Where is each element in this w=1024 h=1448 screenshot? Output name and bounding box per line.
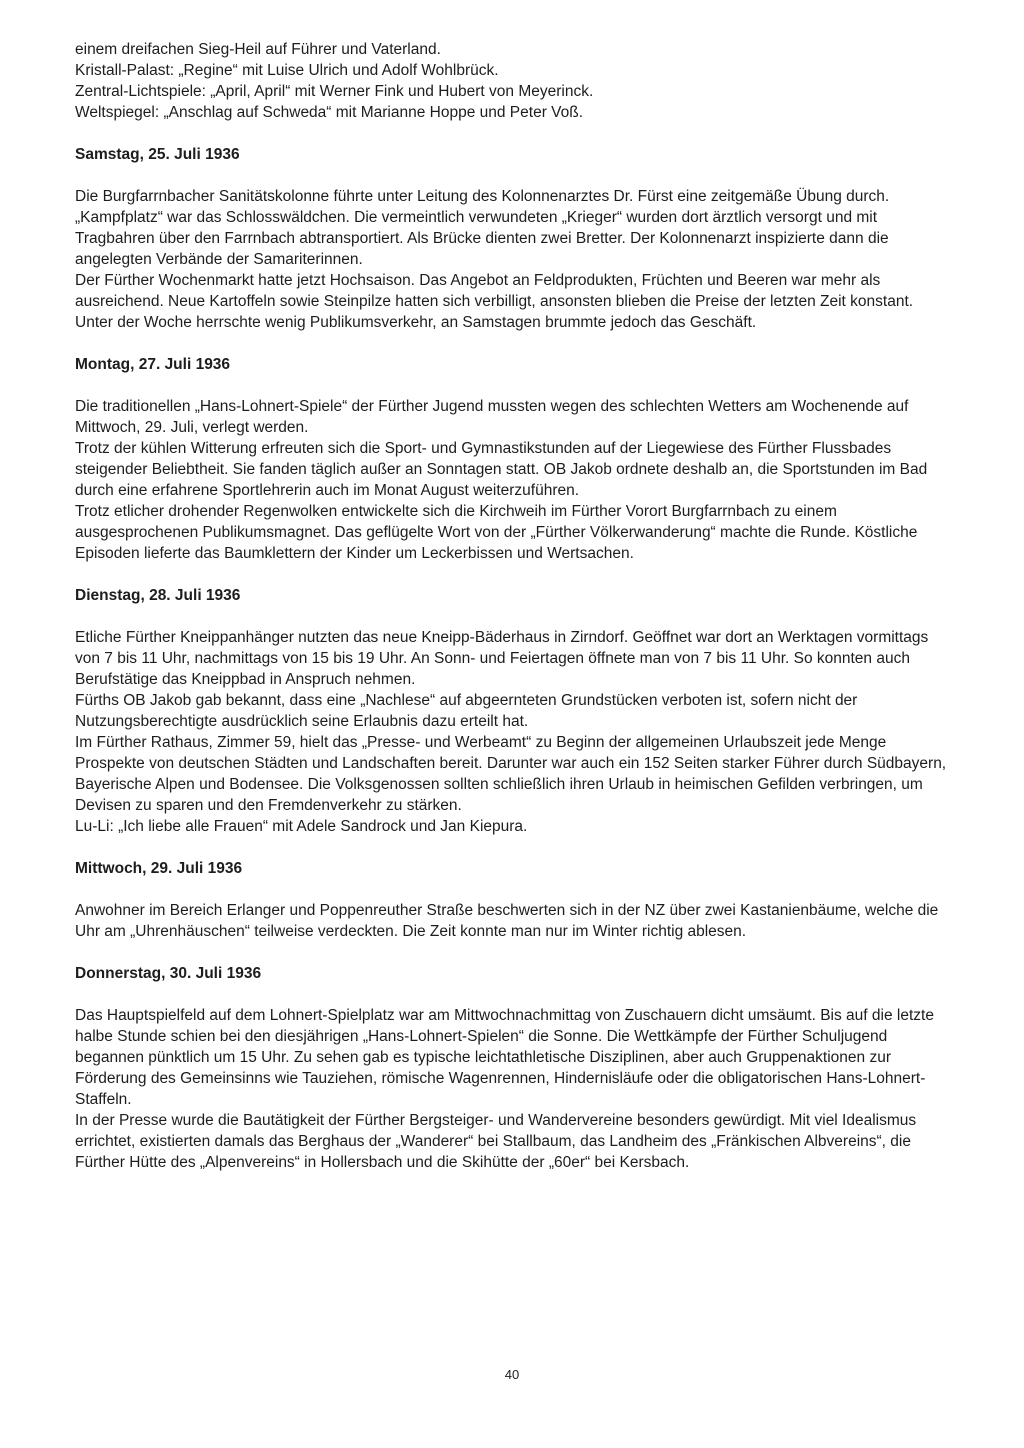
diary-section-montag-27-juli	[75, 354, 953, 564]
section-heading: Dienstag, 28. Juli 1936	[75, 587, 241, 604]
section-heading: Montag, 27. Juli 1936	[75, 356, 231, 373]
paragraph: Das Hauptspielfeld auf dem Lohnert-Spielplatz war am Mittwochnachmittag von Zuschauern dicht umsäumt. Bis auf die letzte halbe Stunde schien bei den diesjährigen „Hans-Lohnert-Spielen“ die Sonne. Die Wettkämpfe der Fürther Schuljugend begannen pünktlich um 15 Uhr. Zu sehen gab es typische leichtathletische Disziplinen, aber auch Gruppenaktionen zur Förderung des Gemeinsinns wie Tauziehen, römische Wagenrennen, Hindernisläufe oder die obligatorischen Hans-Lohnert-Staffeln.	[75, 1007, 934, 1108]
paragraph: Fürths OB Jakob gab bekannt, dass eine „Nachlese“ auf abgeernteten Grundstücken verboten ist, sofern nicht der Nutzungsberechtigte ausdrücklich seine Erlaubnis dazu erteilt hat.	[75, 692, 858, 730]
paragraph: Anwohner im Bereich Erlanger und Poppenreuther Straße beschwerten sich in der NZ über zwei Kastanienbäume, welche die Uhr am „Uhrenhäuschen“ teilweise verdeckten. Die Zeit konnte man nur im Winter richtig ablesen.	[75, 902, 939, 940]
paragraph: Trotz etlicher drohender Regenwolken entwickelte sich die Kirchweih im Fürther Vorort Burgfarrnbach zu einem ausgesprochenen Publikumsmagnet. Das geflügelte Wort von der „Fürther Völkerwanderung“ machte die Runde. Köstliche Episoden lieferte das Baumklettern der Kinder um Leckerbissen und Wertsachen.	[75, 503, 918, 562]
diary-section-samstag-25-juli	[75, 144, 953, 333]
section-heading: Mittwoch, 29. Juli 1936	[75, 860, 243, 877]
paragraph: Weltspiegel: „Anschlag auf Schweda“ mit Marianne Hoppe und Peter Voß.	[75, 104, 584, 121]
paragraph: Der Fürther Wochenmarkt hatte jetzt Hochsaison. Das Angebot an Feldprodukten, Früchten und Beeren war mehr als ausreichend. Neue Kartoffeln sowie Steinpilze hatten sich verbilligt, ansonsten blieben die Preise der letzten Zeit konstant. Unter der Woche herrschte wenig Publikumsverkehr, an Samstagen brummte jedoch das Geschäft.	[75, 272, 914, 331]
paragraph: Trotz der kühlen Witterung erfreuten sich die Sport- und Gymnastikstunden auf der Liegewiese des Fürther Flussbades steigender Beliebtheit. Sie fanden täglich außer an Sonntagen statt. OB Jakob ordnete deshalb an, die Sportstunden im Bad durch eine erfahrene Sportlehrerin auch im Monat August weiterzuführen.	[75, 440, 928, 499]
document-content	[75, 39, 953, 1173]
paragraph: Die traditionellen „Hans-Lohnert-Spiele“ der Fürther Jugend mussten wegen des schlechten Wetters am Wochenende auf Mittwoch, 29. Juli, verlegt werden.	[75, 398, 909, 436]
intro-block	[75, 39, 953, 123]
diary-section-mittwoch-29-juli	[75, 858, 953, 942]
page-number: 40	[504, 1367, 520, 1382]
diary-section-donnerstag-30-juli	[75, 963, 953, 1173]
paragraph: In der Presse wurde die Bautätigkeit der Fürther Bergsteiger- und Wandervereine besonders gewürdigt. Mit viel Idealismus errichtet, existierten damals das Berghaus der „Wanderer“ bei Stallbaum, das Landheim des „Fränkischen Albvereins“, die Fürther Hütte des „Alpenvereins“ in Hollersbach und die Skihütte der „60er“ bei Kersbach.	[75, 1112, 917, 1171]
paragraph: Etliche Fürther Kneippanhänger nutzten das neue Kneipp-Bäderhaus in Zirndorf. Geöffnet war dort an Werktagen vormittags von 7 bis 11 Uhr, nachmittags von 15 bis 19 Uhr. An Sonn- und Feiertagen öffnete man von 7 bis 11 Uhr. So konnten auch Berufstätige das Kneippbad in Anspruch nehmen.	[75, 629, 929, 688]
paragraph: Lu-Li: „Ich liebe alle Frauen“ mit Adele Sandrock und Jan Kiepura.	[75, 818, 528, 835]
paragraph: Kristall-Palast: „Regine“ mit Luise Ulrich und Adolf Wohlbrück.	[75, 62, 499, 79]
paragraph: Im Fürther Rathaus, Zimmer 59, hielt das „Presse- und Werbeamt“ zu Beginn der allgemeinen Urlaubszeit jede Menge Prospekte von deutschen Städten und Landschaften bereit. Darunter war auch ein 152 Seiten starker Führer durch Südbayern, Bayerische Alpen und Bodensee. Die Volksgenossen sollten schließlich ihren Urlaub in heimischen Gefilden verbringen, um Devisen zu sparen und den Fremdenverkehr zu stärken.	[75, 734, 947, 814]
diary-section-dienstag-28-juli	[75, 585, 953, 837]
paragraph: Die Burgfarrnbacher Sanitätskolonne führte unter Leitung des Kolonnenarztes Dr. Fürst eine zeitgemäße Übung durch. „Kampfplatz“ war das Schlosswäldchen. Die vermeintlich verwundeten „Krieger“ wurden dort ärztlich versorgt und mit Tragbahren über den Farrnbach abtransportiert. Als Brücke dienten zwei Bretter. Der Kolonnenarzt inspizierte dann die angelegten Verbände der Samariterinnen.	[75, 188, 890, 268]
paragraph: Zentral-Lichtspiele: „April, April“ mit Werner Fink und Hubert von Meyerinck.	[75, 83, 594, 100]
section-heading: Donnerstag, 30. Juli 1936	[75, 965, 262, 982]
paragraph: einem dreifachen Sieg-Heil auf Führer und Vaterland.	[75, 41, 441, 58]
section-heading: Samstag, 25. Juli 1936	[75, 146, 240, 163]
